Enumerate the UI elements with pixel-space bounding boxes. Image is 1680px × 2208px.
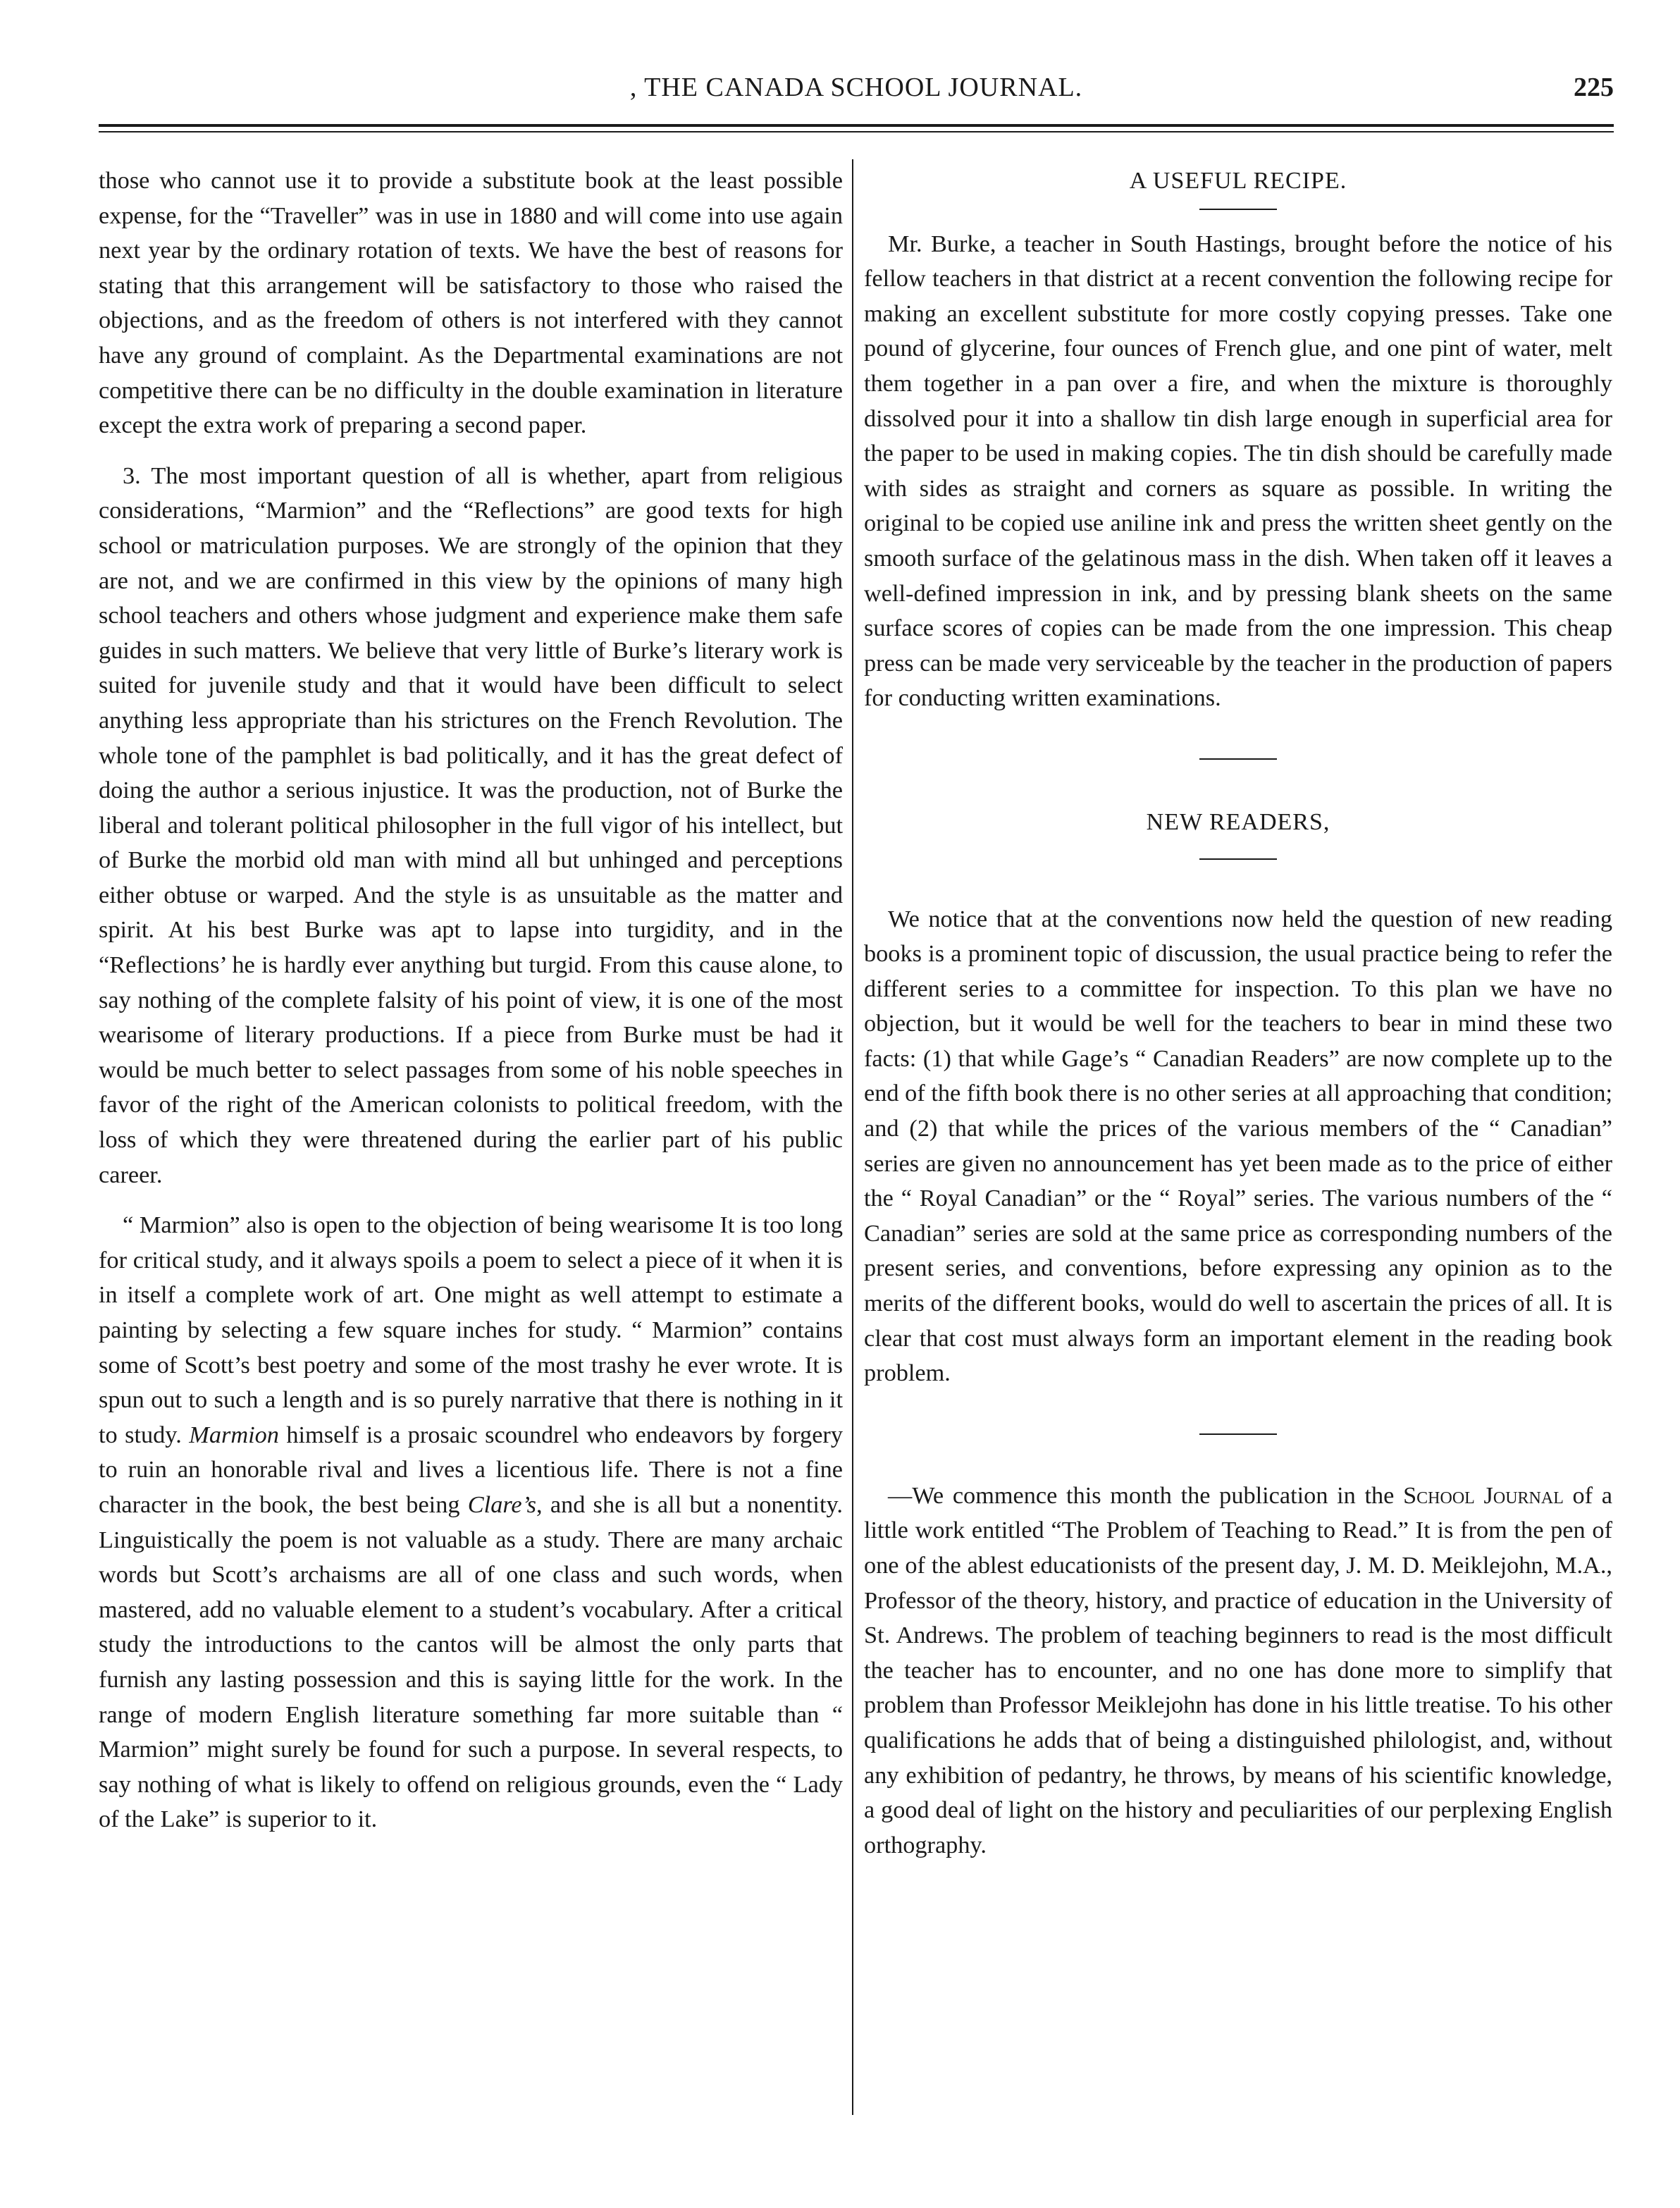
left-paragraph-1: those who cannot use it to provide a substitute book at the least possible expense, for the “Traveller” was in use in 1880 and will come into use again next year by the ordinary rotation of texts. We have the best of reasons for stating that this arrangement will be satisfactory to those who raised the objections, and as the freedom of others is not interfered with they cannot have any ground of complaint. As the Departmental examinations are not competitive there can be no difficulty in the double examination in literature except the extra work of preparing a second paper. xyxy=(99,167,843,439)
meiklejohn-paragraph xyxy=(864,1479,1612,1863)
journal-title: , THE CANADA SCHOOL JOURNAL. xyxy=(629,73,1083,102)
page-number: 225 xyxy=(1574,73,1614,102)
left-paragraph-2: 3. The most important question of all is whether, apart from religious considerations, “Marmion” and the “Reflections” are good texts for high school or matriculation purposes. We are strongly of the opinion that they are not, and we are confirmed in this view by the opinions of many high school teachers and others whose judgment and experience make them safe guides in such matters. We believe that very little of Burke’s literary work is suited for juvenile study and that it would have been difficult to select anything less appropriate than his strictures on the French Revolution. The whole tone of the pamphlet is bad politically, and it has the great defect of doing the author a serious injustice. It was the production, not of Burke the liberal and tolerant political philosopher in the full vigor of his intellect, but of Burke the morbid old man with mind all but unhinged and perceptions either obtuse or warped. And the style is as unsuitable as the matter and spirit. At his best Burke was apt to lapse into turgidity, and in the “Reflections’ he is hardly ever anything but turgid. From this cause alone, to say nothing of the complete falsity of his point of view, it is one of the most wearisome of literary productions. If a piece from Burke must be had it would be much better to select passages from some of his noble speeches in favor of the right of the American colonists to political freedom, with the loss of which they were threatened during the earlier part of his public career. xyxy=(99,462,843,1188)
meiklejohn-text-a: —We commence this month the publication in the xyxy=(888,1481,1404,1509)
readers-paragraph: We notice that at the conventions now held the question of new reading books is a prominent topic of discussion, the usual practice being to refer the different series to a committee for inspection. To this plan we have no objection, but it would be well for the teachers to bear in mind these two facts: (1) that while Gage’s “ Canadian Readers” are now complete up to the end of the fifth book there is no other series at all approaching that condition; and (2) that while the prices of the various members of the “ Canadian” series are given no announcement has yet been made as to the price of either the “ Royal Canadian” or the “ Royal” series. The various numbers of the “ Canadian” series are sold at the same price as corresponding numbers of the present series, and conventions, before expressing any opinion as to the merits of the different books, would do well to ascertain the prices of all. It is clear that cost must always form an important element in the reading book problem. xyxy=(864,905,1612,1387)
meiklejohn-text-b: of a little work entitled “The Problem of Teaching to Read.” It is from the pen of one of the ablest educationists of the present day, J. M. D. Meiklejohn, M.A., Professor of the theory, history, and practice of education in the University of St. Andrews. The problem of teaching beginners to read is the most difficult the teacher has to encounter, and no one has done more to simplify that problem than Professor Meiklejohn has done in his little treatise. To his other qualifications he adds that of being a distinguished philologist, and, without any exhibition of pedantry, he throws, by means of his scientific knowledge, a good deal of light on the history and peculiarities of our perplexing English orthography. xyxy=(864,1481,1613,1858)
marmion-text-c: , and she is all but a nonentity. Linguistically the poem is not valuable as a study. There are many archaic words but Scott’s archaisms are all of one class and such words, when mastered, add no valuable element to a student’s vocabulary. After a critical study the introductions to the cantos will be almost the only parts that furnish any lasting possession and this is saying little for the work. In the range of modern English literature something far more suitable than “ Marmion” might surely be found for such a purpose. In several respects, to say nothing of what is likely to offend on religious grounds, even the “ Lady of the Lake” is superior to it. xyxy=(99,1491,843,1833)
recipe-heading: A USEFUL RECIPE. xyxy=(1129,168,1347,194)
left-paragraph-3 xyxy=(99,1208,843,1837)
page-header xyxy=(99,65,1614,114)
column-divider xyxy=(852,159,853,2115)
clares-italic: Clare’s xyxy=(467,1491,536,1518)
header-rule-thick xyxy=(99,124,1614,127)
header-rule-thin xyxy=(99,131,1614,132)
recipe-paragraph: Mr. Burke, a teacher in South Hastings, brought before the notice of his fellow teachers in that district at a recent convention the following recipe for making an excellent substitute for more costly copying presses. Take one pound of glycerine, four ounces of French glue, and one pint of water, melt them together in a pan over a fire, and when the mixture is thoroughly dissolved pour it into a shallow tin dish large enough in superficial area for the paper to be used in making copies. The tin dish should be carefully made with sides as straight and corners as square as possible. In writing the original to be copied use aniline ink and press the written sheet gently on the smooth surface of the gelatinous mass in the dish. When taken off it leaves a well-defined impression in ink, and by pressing blank sheets on the same surface scores of copies can be made from the one impression. This cheap press can be made very serviceable by the teacher in the production of papers for conducting written examinations. xyxy=(864,230,1612,712)
marmion-text-a: “ Marmion” also is open to the objection of being wearisome It is too long for critical study, and it always spoils a poem to select a piece of it when it is in itself a complete work of art. One might as well attempt to estimate a painting by selecting a few square inches for study. “ Marmion” contains some of Scott’s best poetry and some of the most trashy he ever wrote. It is spun out to such a length and is so purely narrative that there is nothing in it to study. xyxy=(99,1211,843,1448)
marmion-italic: Marmion xyxy=(189,1421,279,1448)
left-column xyxy=(99,164,843,1837)
right-column xyxy=(864,164,1612,1863)
readers-heading: NEW READERS, xyxy=(1146,808,1330,835)
marmion-text-b: himself is a prosaic scoundrel who endeavors by forgery to ruin an honorable rival and lives a licentious life. There is not a fine character in the book, the best being xyxy=(99,1421,844,1518)
school-journal-smallcaps: School Journal xyxy=(1403,1481,1564,1509)
